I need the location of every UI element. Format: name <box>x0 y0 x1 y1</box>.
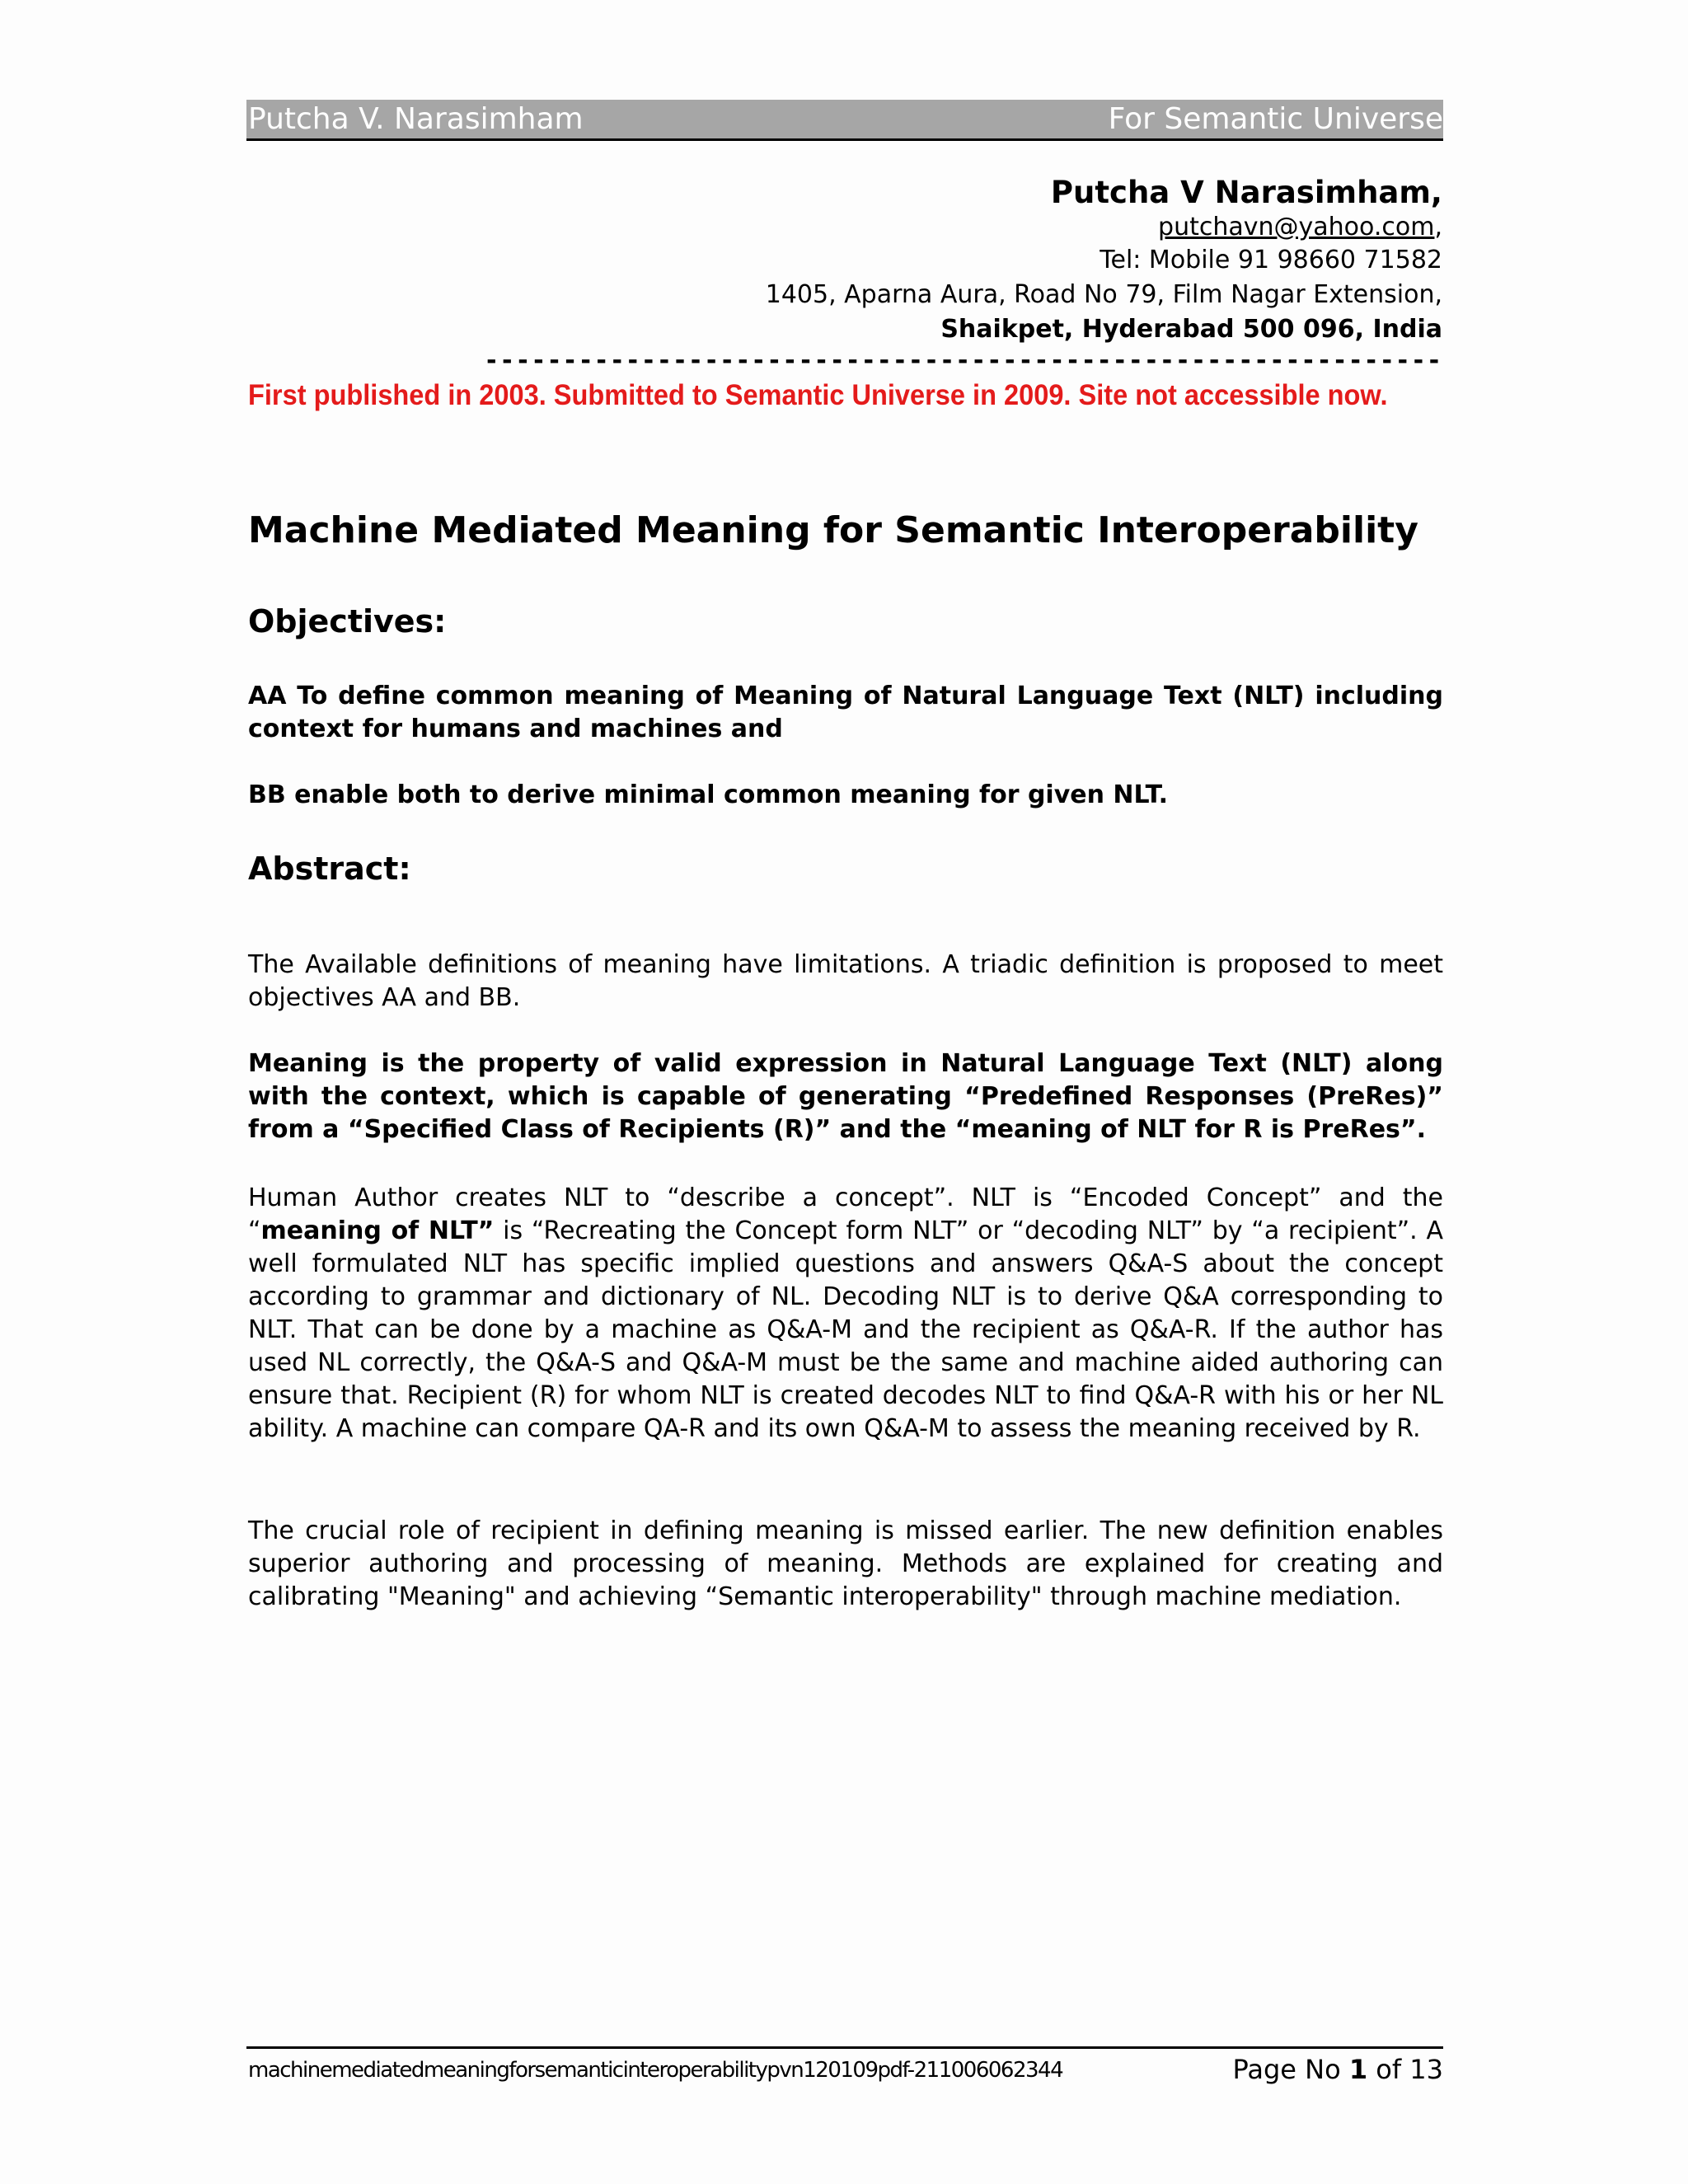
objectives-heading: Objectives: <box>248 603 447 640</box>
contact-email-line <box>1158 213 1442 241</box>
contact-street: 1405, Aparna Aura, Road No 79, Film Nagar Extension, <box>765 280 1442 309</box>
dashed-separator: ------------------------------------------------------------- <box>484 346 1442 375</box>
page-total: of 13 <box>1367 2054 1443 2085</box>
abstract-paragraph-1: The Available definitions of meaning have limitations. A triadic definition is proposed to meet objectives AA and BB. <box>248 950 1443 1012</box>
emphasis-meaning-of-nlt: meaning of NLT” <box>260 1216 495 1245</box>
contact-phone: Tel: Mobile 91 98660 71582 <box>1100 246 1442 274</box>
footer-divider <box>246 2046 1443 2049</box>
objective-bb: BB enable both to derive minimal common meaning for given NLT. <box>248 780 1168 809</box>
current-page-number: 1 <box>1348 2054 1368 2085</box>
contact-name: Putcha V Narasimham, <box>1050 175 1442 210</box>
email-suffix: , <box>1434 213 1442 241</box>
email-link[interactable]: putchavn@yahoo.com <box>1158 213 1435 241</box>
document-title: Machine Mediated Meaning for Semantic Interoperability <box>248 509 1418 551</box>
abstract-paragraph-4: The crucial role of recipient in defining meaning is missed earlier. The new definition enables superior authoring and processing of meaning. Methods are explained for creating and calibrating "Meaning" and achieving “Semantic interoperability" through machine mediation. <box>248 1516 1443 1611</box>
abstract-heading: Abstract: <box>248 851 411 887</box>
page-prefix: Page No <box>1232 2054 1349 2085</box>
paragraph-text: is “Recreating the Concept form NLT” or “decoding NLT” by “a recipient”. A well formulated NLT has specific implied questions and answers Q&A-S about the concept according to grammar and dictionary of NL. Decoding NLT is to derive Q&A corresponding to NLT. That can be done by a machine as Q&A-M and the recipient as Q&A-R. If the author has used NL correctly, the Q&A-S and Q&A-M must be the same and machine aided authoring can ensure that. Recipient (R) for whom NLT is created decodes NLT to find Q&A-R with his or her NL ability. A machine can compare QA-R and its own Q&A-M to assess the meaning received by R. <box>248 1216 1443 1443</box>
page-number-indicator <box>1233 2054 1444 2085</box>
header-publication: For Semantic Universe <box>1108 102 1443 136</box>
header-author: Putcha V. Narasimham <box>248 102 584 136</box>
publication-note: First published in 2003. Submitted to Semantic Universe in 2009. Site not accessible now. <box>248 379 1388 411</box>
running-header <box>246 100 1443 141</box>
footer-filename: machinemediatedmeaningforsemanticinteroperabilitypvn120109pdf-211006062344 <box>248 2058 1063 2083</box>
meaning-definition: Meaning is the property of valid expression in Natural Language Text (NLT) along with the context, which is capable of generating “Predefined Responses (PreRes)” from a “Specified Class of Recipients (R)” and the “meaning of NLT for R is PreRes”. <box>248 1049 1443 1144</box>
objective-aa: AA To define common meaning of Meaning of Natural Language Text (NLT) including context for humans and machines and <box>248 682 1443 743</box>
abstract-paragraph-3 <box>248 1182 1443 1446</box>
contact-city: Shaikpet, Hyderabad 500 096, India <box>940 315 1442 344</box>
paragraph-text: Human Author creates NLT to “describe a concept”. NLT is “Encoded Concept” and the “ <box>248 1183 1443 1245</box>
